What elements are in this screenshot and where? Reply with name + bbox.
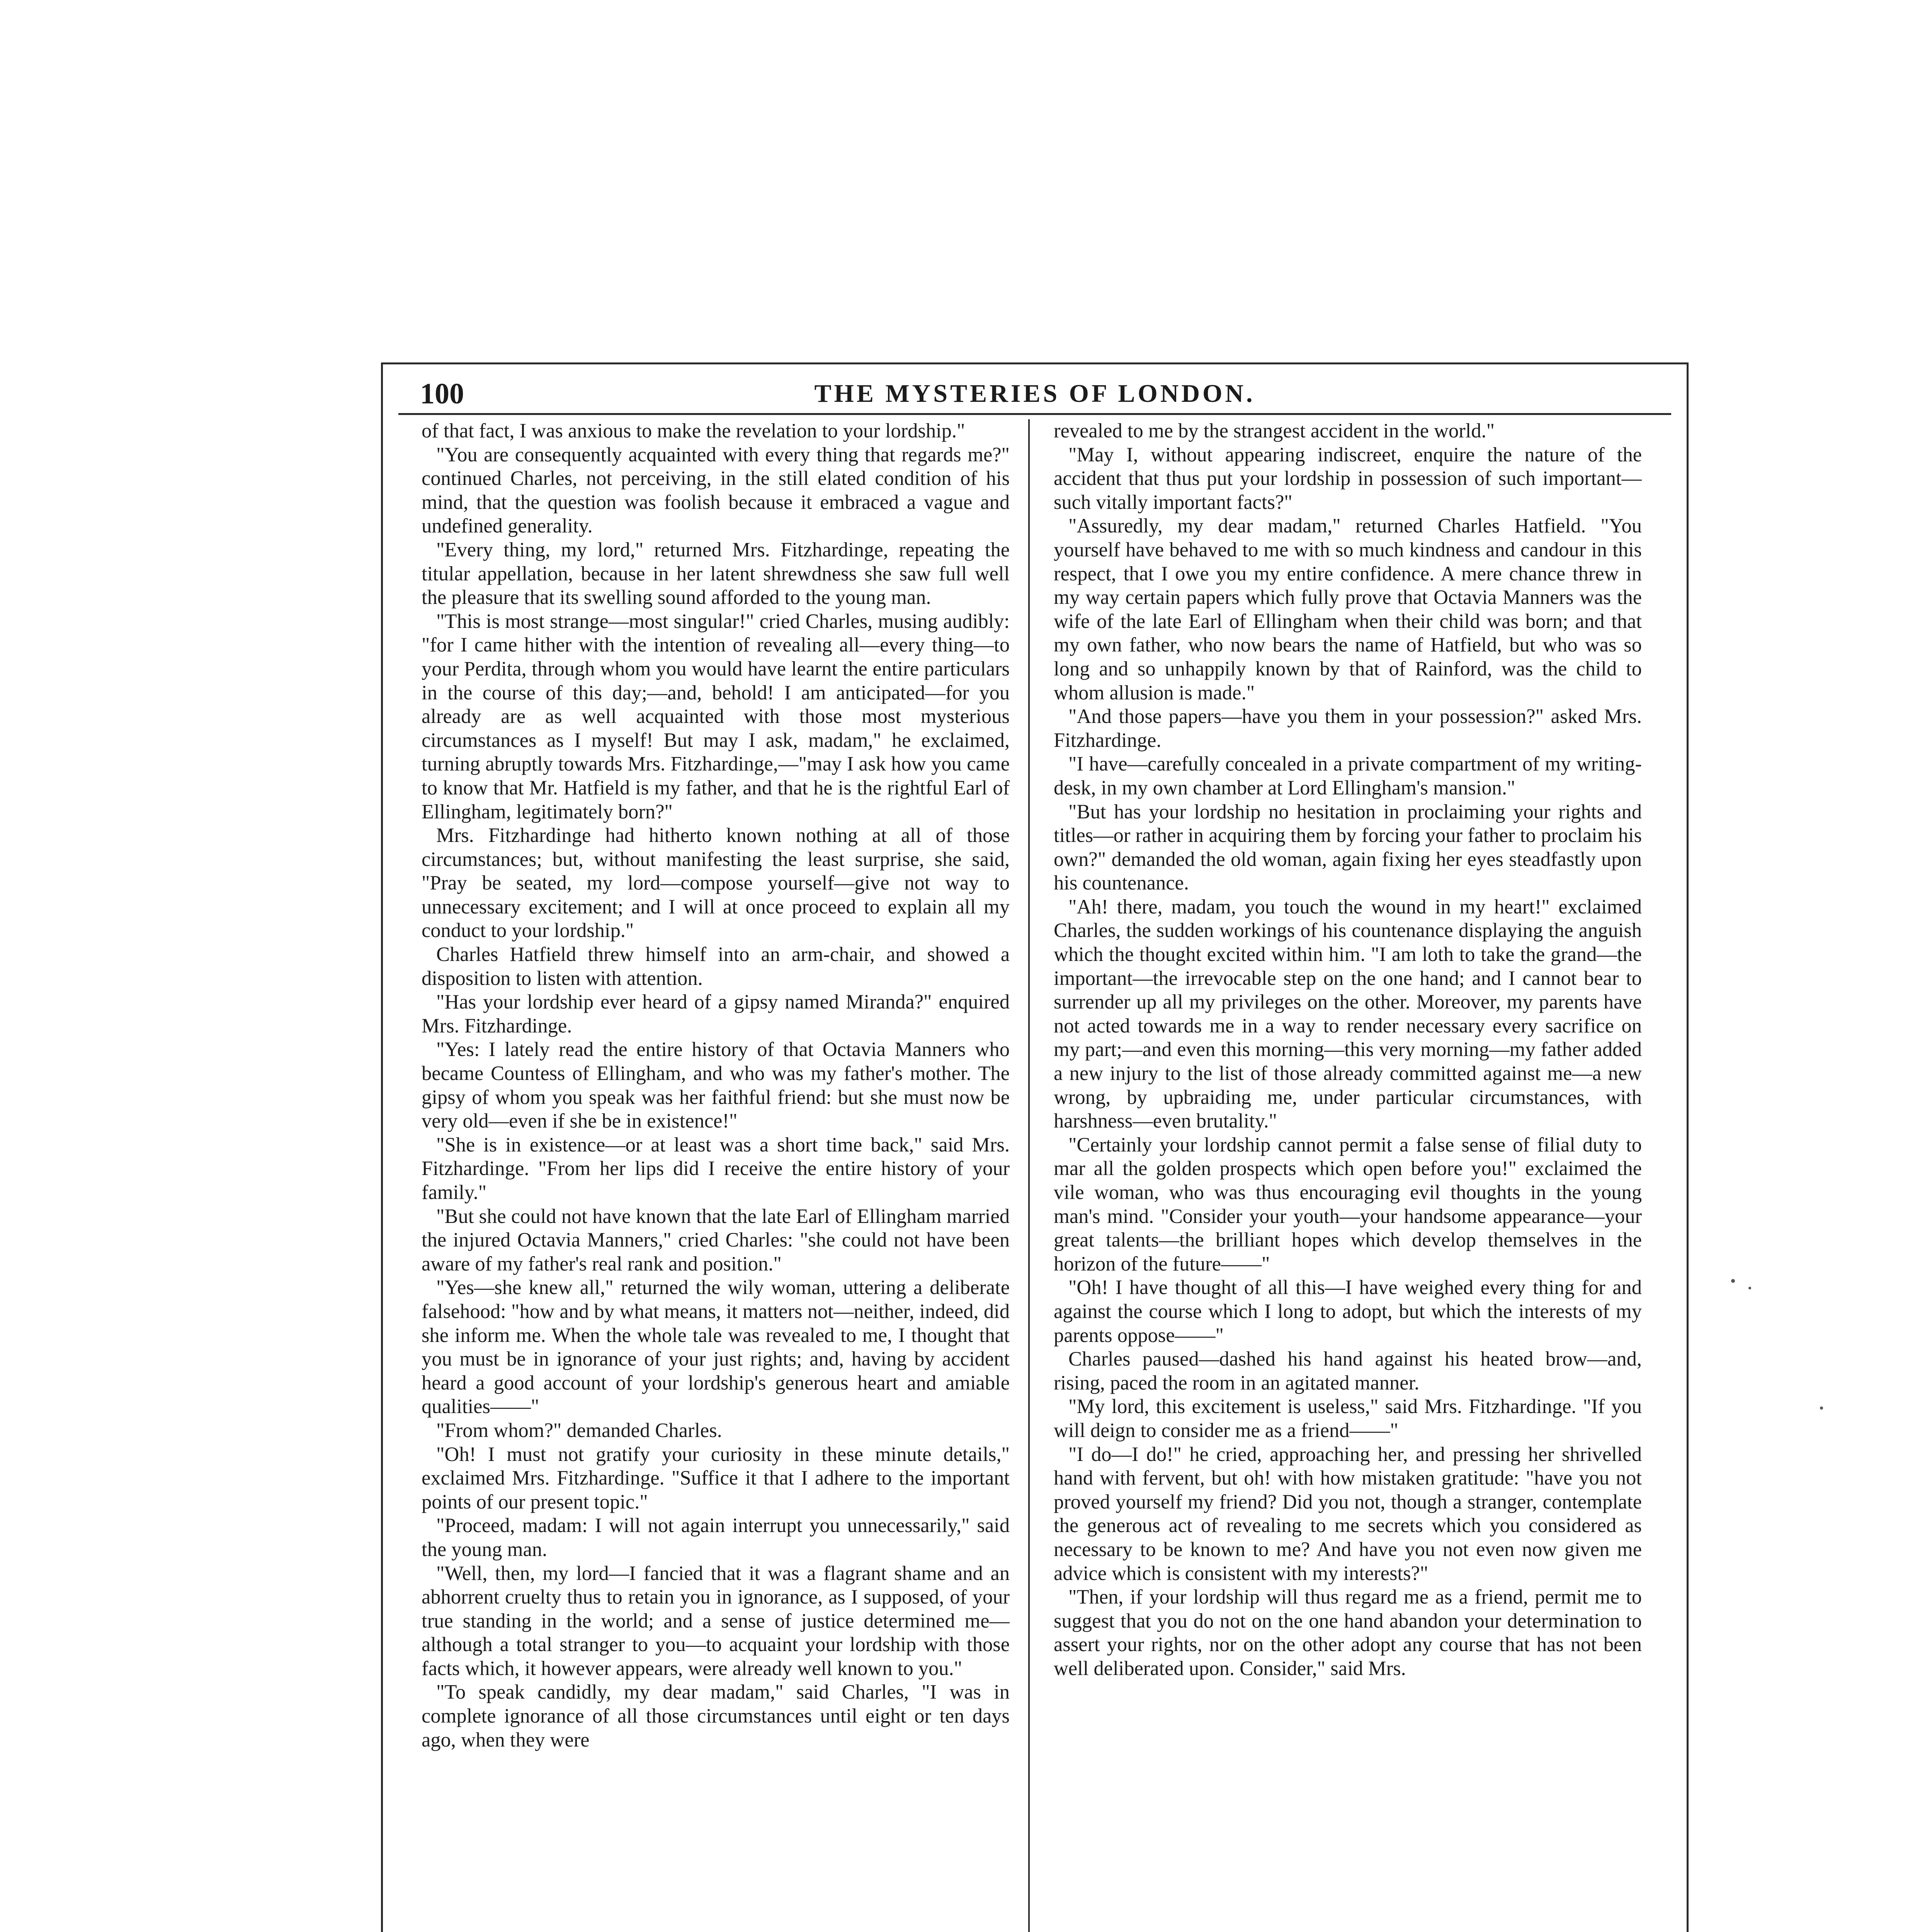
paragraph: "But has your lordship no hesitation in proclaiming your rights and titles—or rather in acquiring them by forcing your father to proclaim his own?" demanded the old woman, again fixing her eyes steadfastly upon his countenance.	[1054, 800, 1642, 895]
paragraph: "She is in existence—or at least was a short time back," said Mrs. Fitzhardinge. "From her lips did I receive the entire history of your family."	[422, 1133, 1010, 1204]
stray-ink-mark	[1820, 1406, 1823, 1410]
page-number: 100	[420, 378, 464, 410]
stray-ink-mark	[1748, 1287, 1751, 1289]
header-rule	[398, 413, 1671, 415]
paragraph: "This is most strange—most singular!" cried Charles, musing audibly: "for I came hither with the intention of revealing all—every thing—to your Perdita, through whom you would have learnt the entire particulars in the course of this day;—and, behold! I am anticipated—for you already are as well acquainted with those most mysterious circumstances as I myself! But may I ask, madam," he exclaimed, turning abruptly towards Mrs. Fitzhardinge,—"may I ask how you came to know that Mr. Hatfield is my father, and that he is the rightful Earl of Ellingham, legitimately born?"	[422, 610, 1010, 823]
column-divider	[1028, 419, 1030, 1932]
paragraph: "From whom?" demanded Charles.	[436, 1419, 722, 1442]
right-column	[1054, 419, 1642, 1932]
paragraph: "Ah! there, madam, you touch the wound in my heart!" exclaimed Charles, the sudden workings of his countenance displaying the anguish which the thought excited within him. "I am loth to take the grand—the important—the irrevocable step on the one hand; and I cannot bear to surrender up all my privileges on the other. Moreover, my parents have not acted towards me in a way to render necessary every sacrifice on my part;—and even this morning—this very morning—my father added a new injury to the list of those already committed against me—a new wrong, by upbraiding me, under particular circumstances, with harshness—even brutality."	[1054, 895, 1642, 1133]
paragraph: Charles Hatfield threw himself into an arm-chair, and showed a disposition to listen with attention.	[422, 943, 1010, 990]
paragraph: "Proceed, madam: I will not again interrupt you unnecessarily," said the young man.	[422, 1514, 1010, 1561]
paragraph: "May I, without appearing indiscreet, enquire the nature of the accident that thus put your lordship in possession of such important—such vitally important facts?"	[1054, 443, 1642, 514]
paragraph: Charles paused—dashed his hand against his heated brow—and, rising, paced the room in an agitated manner.	[1054, 1348, 1642, 1394]
paragraph: "Oh! I have thought of all this—I have weighed every thing for and against the course which I long to adopt, but which the interests of my parents oppose——"	[1054, 1276, 1642, 1347]
paragraph: "Certainly your lordship cannot permit a false sense of filial duty to mar all the golden prospects which open before you!" exclaimed the vile woman, who was thus encouraging evil thoughts in the young man's mind. "Consider your youth—your handsome appearance—your great talents—the brilliant hopes which develop themselves in the horizon of the future——"	[1054, 1133, 1642, 1275]
stray-ink-mark	[1731, 1279, 1735, 1283]
paragraph: "You are consequently acquainted with every thing that regards me?" continued Charles, not perceiving, in the still elated condition of his mind, that the question was foolish because it embraced a vague and undefined generality.	[422, 443, 1010, 537]
page-header	[383, 375, 1687, 412]
paragraph: "Has your lordship ever heard of a gipsy named Miranda?" enquired Mrs. Fitzhardinge.	[422, 991, 1010, 1037]
paragraph: "Then, if your lordship will thus regard me as a friend, permit me to suggest that you do not on the one hand abandon your determination to assert your rights, nor on the other adopt any course that has not been well deliberated upon. Consider," said Mrs.	[1054, 1586, 1642, 1680]
paragraph: "Every thing, my lord," returned Mrs. Fitzhardinge, repeating the titular appellation, because in her latent shrewdness she saw full well the pleasure that its swelling sound afforded to the young man.	[422, 538, 1010, 609]
paragraph: Mrs. Fitzhardinge had hitherto known nothing at all of those circumstances; but, without manifesting the least surprise, she said, "Pray be seated, my lord—compose yourself—give not way to unnecessary excitement; and I will at once proceed to explain all my conduct to your lordship."	[422, 824, 1010, 942]
paragraph: "And those papers—have you them in your possession?" asked Mrs. Fitzhardinge.	[1054, 705, 1642, 752]
page-frame	[381, 362, 1689, 1932]
paragraph: "I have—carefully concealed in a private compartment of my writing-desk, in my own chamber at Lord Ellingham's mansion."	[1054, 753, 1642, 799]
paragraph: "Assuredly, my dear madam," returned Charles Hatfield. "You yourself have behaved to me with so much kindness and candour in this respect, that I owe you my entire confidence. A mere chance threw in my way certain papers which fully prove that Octavia Manners was the wife of the late Earl of Ellingham when their child was born; and that my own father, who now bears the name of Hatfield, but who was so long and so unhappily known by that of Rainford, was the child to whom allusion is made."	[1054, 515, 1642, 704]
paragraph: "My lord, this excitement is useless," said Mrs. Fitzhardinge. "If you will deign to consider me as a friend——"	[1054, 1395, 1642, 1442]
paragraph: of that fact, I was anxious to make the revelation to your lordship."	[422, 420, 965, 442]
running-title: THE MYSTERIES OF LONDON.	[814, 379, 1255, 408]
paragraph: "Yes—she knew all," returned the wily woman, uttering a deliberate falsehood: "how and by what means, it matters not—neither, indeed, did she inform me. When the whole tale was revealed to me, I thought that you must be in ignorance of your just rights; and, having by accident heard a good account of your lordship's generous heart and amiable qualities——"	[422, 1276, 1010, 1418]
left-column	[422, 419, 1010, 1932]
paragraph: "Yes: I lately read the entire history of that Octavia Manners who became Countess of Ellingham, and who was my father's mother. The gipsy of whom you speak was her faithful friend: but she must now be very old—even if she be in existence!"	[422, 1038, 1010, 1133]
paragraph: "I do—I do!" he cried, approaching her, and pressing her shrivelled hand with fervent, but oh! with how mistaken gratitude: "have you not proved yourself my friend? Did you not, though a stranger, contemplate the generous act of revealing to me secrets which you considered as necessary to be known to me? And have you not even now given me advice which is consistent with my interests?"	[1054, 1443, 1642, 1585]
paragraph: revealed to me by the strangest accident in the world."	[1054, 420, 1495, 442]
paragraph: "Well, then, my lord—I fancied that it was a flagrant shame and an abhorrent cruelty thus to retain you in ignorance, as I supposed, of your true standing in the world; and a sense of justice determined me—although a total stranger to you—to acquaint your lordship with those facts which, it however appears, were already well known to you."	[422, 1562, 1010, 1680]
paragraph: "Oh! I must not gratify your curiosity in these minute details," exclaimed Mrs. Fitzhardinge. "Suffice it that I adhere to the important points of our present topic."	[422, 1443, 1010, 1513]
paragraph: "To speak candidly, my dear madam," said Charles, "I was in complete ignorance of all those circumstances until eight or ten days ago, when they were	[422, 1681, 1010, 1751]
paragraph: "But she could not have known that the late Earl of Ellingham married the injured Octavia Manners," cried Charles: "she could not have been aware of my father's real rank and position."	[422, 1205, 1010, 1275]
